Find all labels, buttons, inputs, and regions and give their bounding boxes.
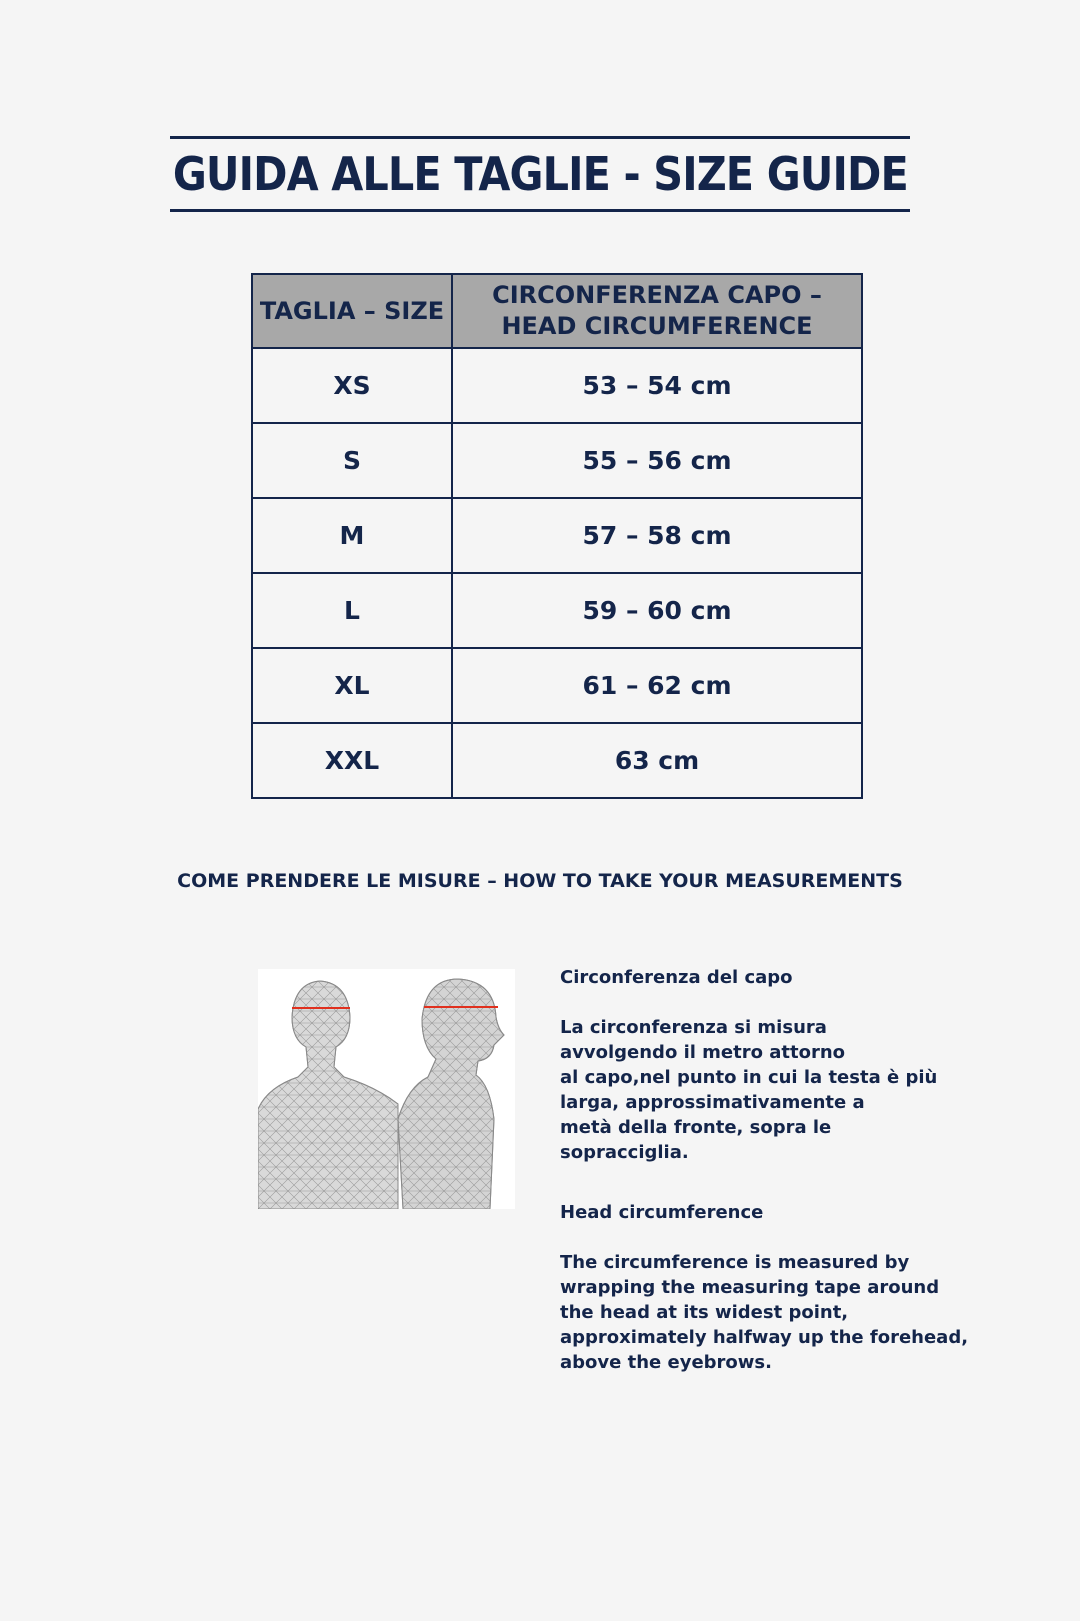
- circumference-cell: 61 – 62 cm: [452, 648, 862, 723]
- italian-line: al capo,nel punto in cui la testa è più: [560, 1067, 938, 1088]
- table-row: [252, 573, 862, 648]
- title-banner: [170, 136, 910, 212]
- circumference-cell: 59 – 60 cm: [452, 573, 862, 648]
- english-line: approximately halfway up the forehead,: [560, 1327, 969, 1348]
- circumference-cell: 57 – 58 cm: [452, 498, 862, 573]
- italian-line: La circonferenza si misura: [560, 1017, 827, 1038]
- english-line: above the eyebrows.: [560, 1352, 772, 1373]
- size-cell: XS: [252, 348, 452, 423]
- italian-line: avvolgendo il metro attorno: [560, 1042, 846, 1063]
- measure-heading: COME PRENDERE LE MISURE – HOW TO TAKE YOUR MEASUREMENTS: [177, 870, 903, 892]
- english-heading: Head circumference: [560, 1202, 764, 1223]
- italian-line: metà della fronte, sopra le: [560, 1117, 832, 1138]
- english-line: wrapping the measuring tape around: [560, 1277, 940, 1298]
- english-line: The circumference is measured by: [560, 1252, 910, 1273]
- table-row: [252, 423, 862, 498]
- circumference-cell: 55 – 56 cm: [452, 423, 862, 498]
- head-measurement-illustration: [258, 969, 515, 1209]
- table-row: [252, 348, 862, 423]
- table-row: [252, 723, 862, 798]
- table-row: [252, 498, 862, 573]
- size-table: [251, 273, 863, 799]
- size-cell: S: [252, 423, 452, 498]
- size-cell: L: [252, 573, 452, 648]
- table-header-row: [252, 274, 862, 348]
- circumference-cell: 53 – 54 cm: [452, 348, 862, 423]
- italian-line: larga, approssimativamente a: [560, 1092, 865, 1113]
- size-cell: XL: [252, 648, 452, 723]
- header-circumference: CIRCONFERENZA CAPO – HEAD CIRCUMFERENCE: [452, 274, 862, 348]
- italian-heading: Circonferenza del capo: [560, 967, 793, 988]
- circumference-cell: 63 cm: [452, 723, 862, 798]
- page-title: GUIDA ALLE TAGLIE - SIZE GUIDE: [172, 147, 908, 201]
- size-cell: XXL: [252, 723, 452, 798]
- english-line: the head at its widest point,: [560, 1302, 849, 1323]
- instructions: [560, 965, 1040, 1375]
- table-row: [252, 648, 862, 723]
- italian-line: sopracciglia.: [560, 1142, 689, 1163]
- size-cell: M: [252, 498, 452, 573]
- header-size: TAGLIA – SIZE: [252, 274, 452, 348]
